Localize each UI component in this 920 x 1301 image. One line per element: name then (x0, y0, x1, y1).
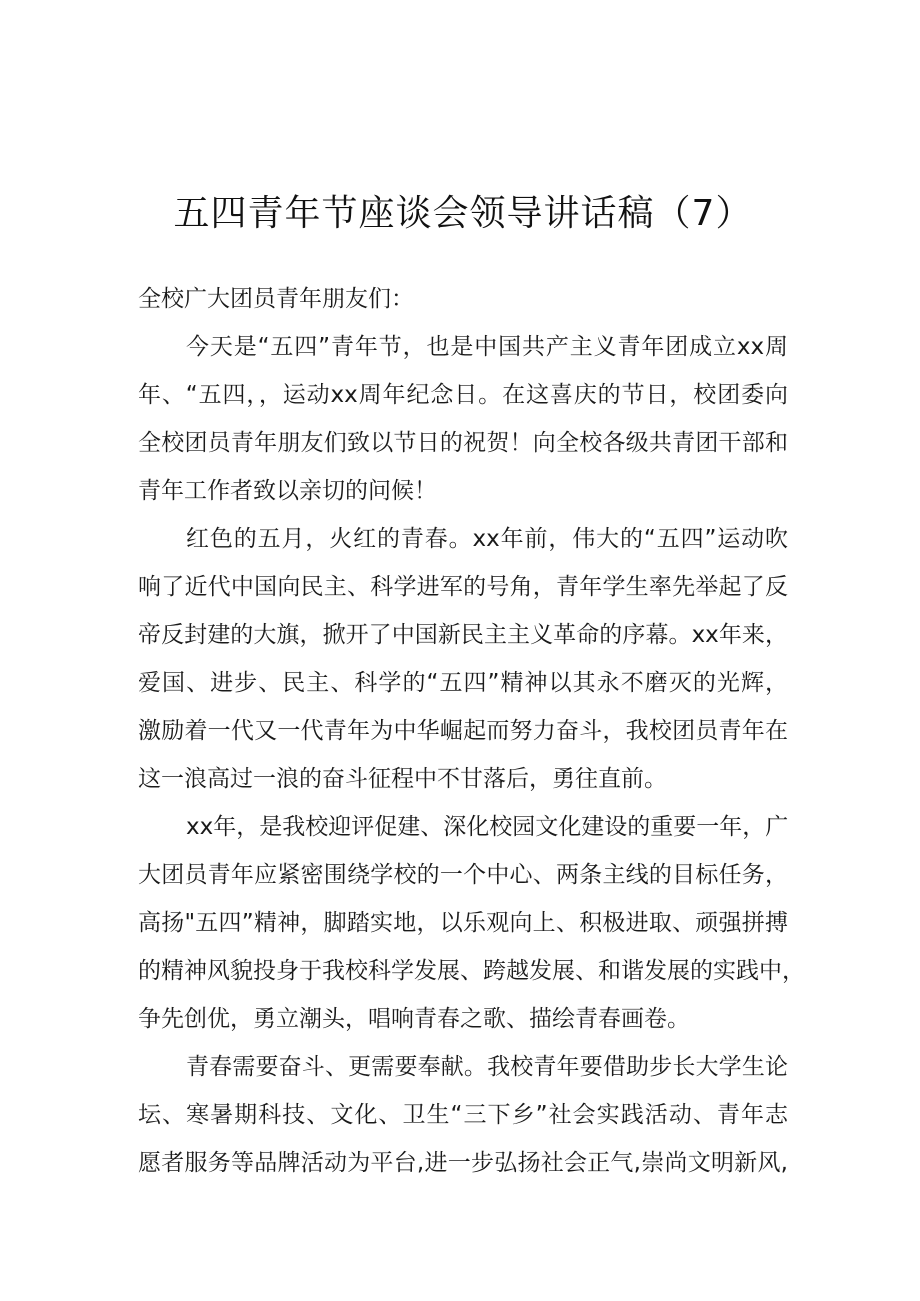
paragraph-line: 的精神风貌投身于我校科学发展、跨越发展、和谐发展的实践中， (138, 958, 805, 984)
paragraph-line: 全校团员青年朋友们致以节日的祝贺！向全校各级共青团干部和 (138, 430, 788, 456)
paragraph-line: 爱国、进步、民主、科学的“五四”精神以其永不磨灭的光辉， (138, 670, 788, 696)
paragraph-line: xx年，是我校迎评促建、深化校园文化建设的重要一年，广 (186, 814, 789, 840)
paragraph-line: 激励着一代又一代青年为中华崛起而努力奋斗，我校团员青年在 (138, 718, 788, 744)
paragraph-2 (138, 515, 788, 803)
document-body (138, 275, 805, 1187)
paragraph-line: 争先创优，勇立潮头，唱响青春之歌、描绘青春画卷。 (138, 1006, 690, 1032)
paragraph-line: 响了近代中国向民主、科学进军的号角，青年学生率先举起了反 (138, 574, 788, 600)
paragraph-line: 这一浪高过一浪的奋斗征程中不甘落后，勇往直前。 (138, 766, 667, 792)
paragraph-line: 今天是“五四”青年节，也是中国共产主义青年团成立xx周 (186, 334, 788, 360)
paragraph-1 (138, 323, 788, 515)
paragraph-line: 年、“五四，，运动xx周年纪念日。在这喜庆的节日，校团委向 (138, 382, 788, 408)
paragraph-line: 红色的五月，火红的青春。xx年前，伟大的“五四”运动吹 (186, 526, 788, 552)
paragraph-line: 坛、寒暑期科技、文化、卫生“三下乡”社会实践活动、青年志 (138, 1102, 788, 1128)
paragraph-3 (138, 803, 805, 1043)
salutation: 全校广大团员青年朋友们： (138, 286, 414, 312)
paragraph-4 (138, 1043, 788, 1187)
paragraph-line: 帝反封建的大旗，掀开了中国新民主主义革命的序幕。xx年来， (138, 622, 788, 648)
paragraph-line: 青春需要奋斗、更需要奉献。我校青年要借助步长大学生论 (186, 1054, 788, 1080)
paragraph-line: 青年工作者致以亲切的问候！ (138, 478, 437, 504)
document-title: 五四青年节座谈会领导讲话稿（7） (173, 193, 753, 235)
paragraph-line: 大团员青年应紧密围绕学校的一个中心、两条主线的目标任务， (138, 862, 788, 888)
paragraph-line: 愿者服务等品牌活动为平台,进一步弘扬社会正气,崇尚文明新风, (138, 1150, 788, 1176)
paragraph-line: 高扬"五四”精神，脚踏实地，以乐观向上、积极进取、顽强拼搏 (138, 910, 788, 936)
